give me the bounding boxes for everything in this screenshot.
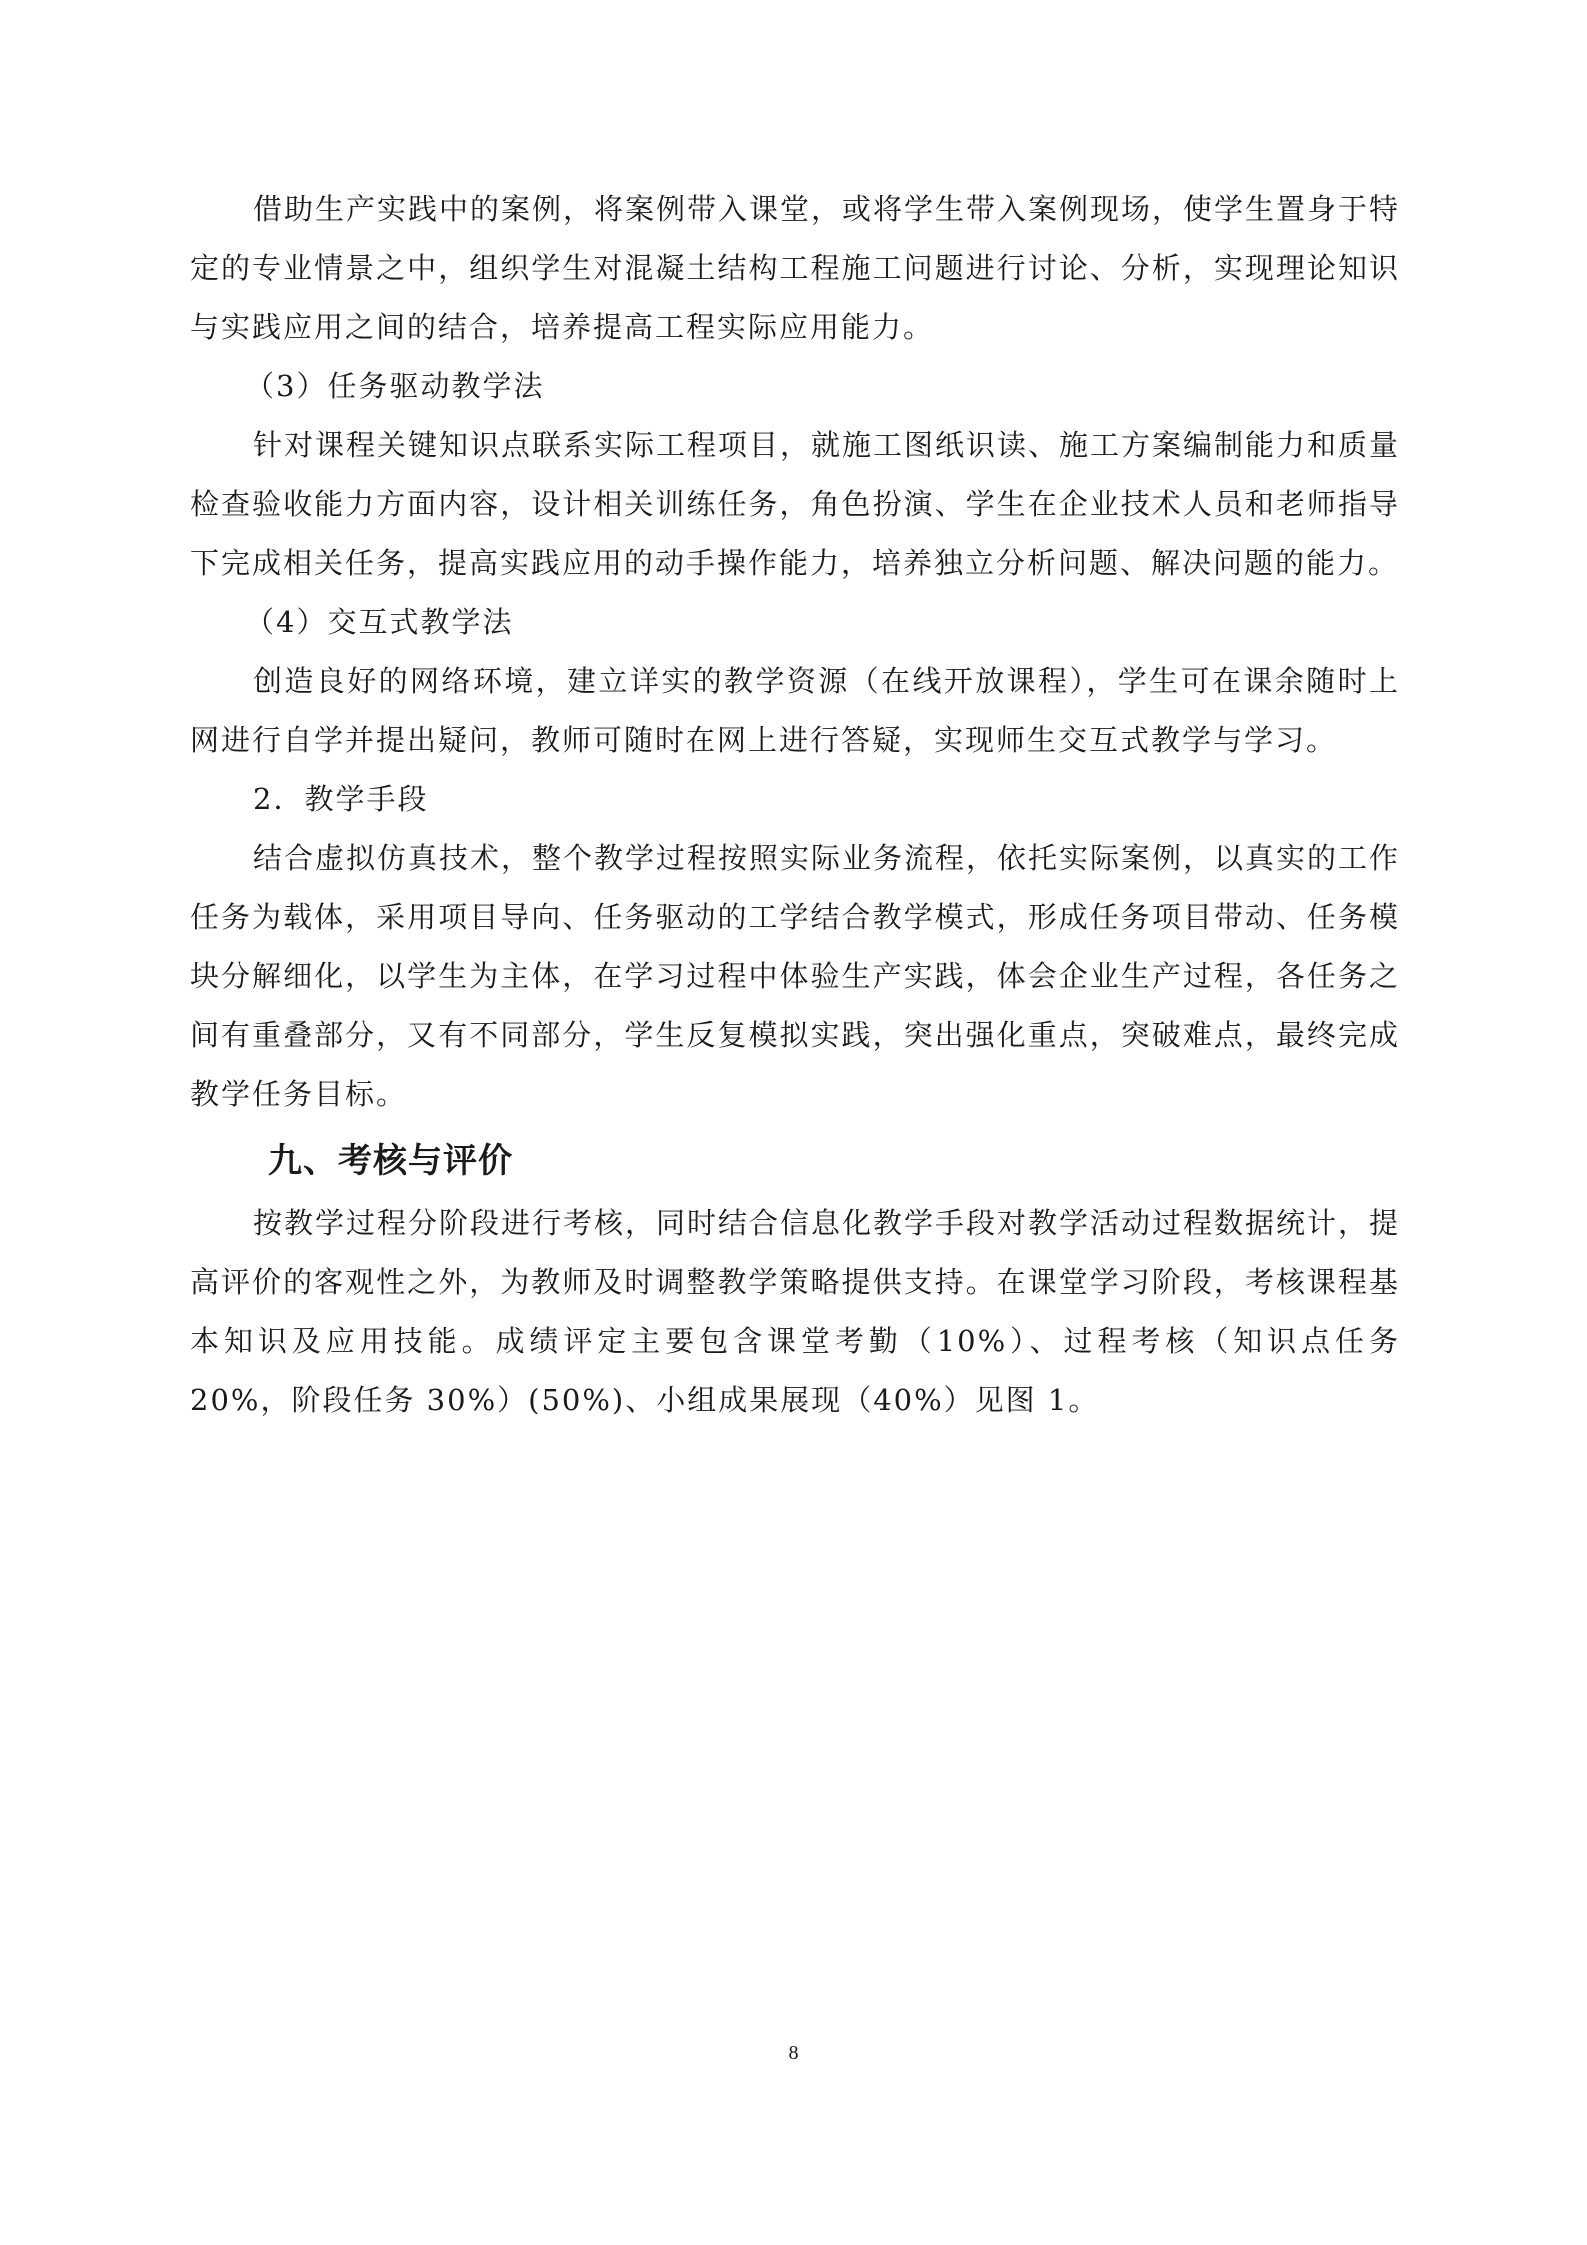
page-number: 8: [788, 2042, 799, 2064]
interactive-heading: （4）交互式教学法: [245, 605, 514, 639]
assessment-paragraph: 按教学过程分阶段进行考核，同时结合信息化教学手段对教学活动过程数据统计，提高评价的客观性之外，为教师及时调整教学策略提供支持。在课堂学习阶段，考核课程基本知识及应用技能。成绩评定主要包含课堂考勤（10%）、过程考核（知识点任务20%，阶段任务 30%）(50%)、小组成果展现（40%）见图 1。: [190, 1206, 1401, 1417]
case-teaching-paragraph: 借助生产实践中的案例，将案例带入课堂，或将学生带入案例现场，使学生置身于特定的专业情景之中，组织学生对混凝土结构工程施工问题进行讨论、分析，实现理论知识与实践应用之间的结合，培养提高工程实际应用能力。: [190, 192, 1401, 344]
page-content: [190, 180, 1400, 1430]
interactive-paragraph: 创造良好的网络环境，建立详实的教学资源（在线开放课程），学生可在课余随时上网进行自学并提出疑问，教师可随时在网上进行答疑，实现师生交互式教学与学习。: [190, 664, 1400, 757]
task-driven-paragraph: 针对课程关键知识点联系实际工程项目，就施工图纸识读、施工方案编制能力和质量检查验收能力方面内容，设计相关训练任务，角色扮演、学生在企业技术人员和老师指导下完成相关任务，提高实践应用的动手操作能力，培养独立分析问题、解决问题的能力。: [190, 428, 1401, 580]
teaching-means-heading: 2．教学手段: [253, 782, 429, 816]
teaching-means-paragraph: 结合虚拟仿真技术，整个教学过程按照实际业务流程，依托实际案例，以真实的工作任务为载体，采用项目导向、任务驱动的工学结合教学模式，形成任务项目带动、任务模块分解细化，以学生为主体，在学习过程中体验生产实践，体会企业生产过程，各任务之间有重叠部分，又有不同部分，学生反复模拟实践，突出强化重点，突破难点，最终完成教学任务目标。: [190, 841, 1401, 1111]
section-title: 九、考核与评价: [268, 1141, 513, 1181]
task-driven-heading: （3）任务驱动教学法: [245, 369, 545, 403]
